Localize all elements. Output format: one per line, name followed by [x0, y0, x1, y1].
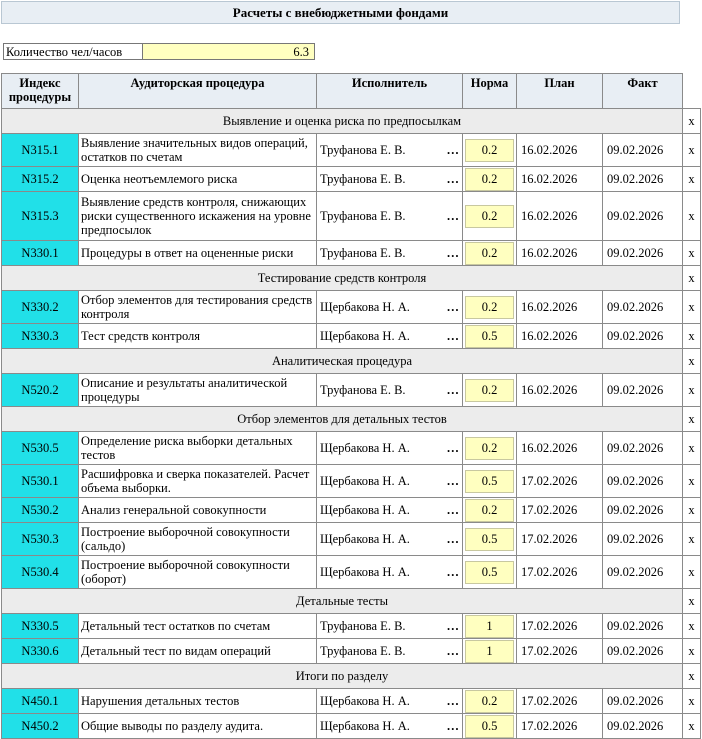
fact-date[interactable]: 09.02.2026 — [603, 192, 683, 241]
procedure-name: Тест средств контроля — [79, 324, 317, 349]
plan-date[interactable]: 16.02.2026 — [517, 291, 603, 324]
procedure-index-link[interactable]: N530.3 — [2, 523, 79, 556]
ellipsis-icon[interactable]: … — [446, 328, 459, 343]
ellipsis-icon[interactable]: … — [446, 382, 459, 397]
procedure-index-link[interactable]: N530.1 — [2, 465, 79, 498]
executor-name: Труфанова Е. В. — [320, 618, 406, 633]
executor-name: Труфанова Е. В. — [320, 142, 406, 157]
section-delete-button[interactable]: x — [683, 664, 701, 689]
row-delete-button[interactable]: x — [683, 291, 701, 324]
procedure-index-link[interactable]: N315.2 — [2, 167, 79, 192]
executor-name: Труфанова Е. В. — [320, 382, 406, 397]
ellipsis-icon[interactable]: … — [446, 718, 459, 733]
norm-cell — [463, 614, 517, 639]
norm-input[interactable]: 0.5 — [465, 528, 514, 551]
executor-cell — [317, 374, 463, 407]
ellipsis-icon[interactable]: … — [446, 142, 459, 157]
fact-date[interactable]: 09.02.2026 — [603, 614, 683, 639]
executor-cell — [317, 167, 463, 192]
plan-date[interactable]: 17.02.2026 — [517, 523, 603, 556]
norm-input[interactable]: 0.5 — [465, 325, 514, 348]
norm-input[interactable]: 0.2 — [465, 379, 514, 402]
procedure-index-link[interactable]: N315.3 — [2, 192, 79, 241]
procedure-index-link[interactable]: N330.3 — [2, 324, 79, 349]
table-row — [2, 639, 701, 664]
ellipsis-icon[interactable]: … — [446, 245, 459, 260]
procedure-name: Расшифровка и сверка показателей. Расчет объема выборки. — [79, 465, 317, 498]
norm-cell — [463, 523, 517, 556]
plan-date[interactable]: 16.02.2026 — [517, 324, 603, 349]
executor-cell — [317, 134, 463, 167]
header-norm: Норма — [463, 74, 517, 109]
procedure-name: Анализ генеральной совокупности — [79, 498, 317, 523]
norm-input[interactable]: 0.2 — [465, 205, 514, 228]
norm-input[interactable]: 0.2 — [465, 690, 514, 713]
procedure-index-link[interactable]: N330.2 — [2, 291, 79, 324]
table-row — [2, 714, 701, 739]
procedure-name: Выявление значительных видов операций, остатков по счетам — [79, 134, 317, 167]
norm-input[interactable]: 0.2 — [465, 437, 514, 460]
executor-cell — [317, 614, 463, 639]
executor-cell — [317, 192, 463, 241]
norm-cell — [463, 714, 517, 739]
procedure-index-link[interactable]: N520.2 — [2, 374, 79, 407]
ellipsis-icon[interactable]: … — [446, 440, 459, 455]
ellipsis-icon[interactable]: … — [446, 299, 459, 314]
fact-date[interactable]: 09.02.2026 — [603, 432, 683, 465]
plan-date[interactable]: 16.02.2026 — [517, 241, 603, 266]
row-delete-button[interactable]: x — [683, 374, 701, 407]
plan-date[interactable]: 16.02.2026 — [517, 167, 603, 192]
procedure-name: Детальный тест остатков по счетам — [79, 614, 317, 639]
procedure-name: Процедуры в ответ на оцененные риски — [79, 241, 317, 266]
executor-cell — [317, 498, 463, 523]
plan-date[interactable]: 17.02.2026 — [517, 556, 603, 589]
ellipsis-icon[interactable]: … — [446, 693, 459, 708]
row-delete-button[interactable]: x — [683, 523, 701, 556]
executor-cell — [317, 523, 463, 556]
executor-cell — [317, 432, 463, 465]
table-row — [2, 134, 701, 167]
fact-date[interactable]: 09.02.2026 — [603, 523, 683, 556]
norm-input[interactable]: 1 — [465, 615, 514, 638]
header-blank — [683, 74, 701, 109]
procedure-name: Нарушения детальных тестов — [79, 689, 317, 714]
row-delete-button[interactable]: x — [683, 689, 701, 714]
row-delete-button[interactable]: x — [683, 714, 701, 739]
section-row — [2, 109, 701, 134]
header-fact: Факт — [603, 74, 683, 109]
norm-input[interactable]: 0.2 — [465, 296, 514, 319]
procedure-name: Детальный тест по видам операций — [79, 639, 317, 664]
row-delete-button[interactable]: x — [683, 614, 701, 639]
row-delete-button[interactable]: x — [683, 324, 701, 349]
procedure-index-link[interactable]: N530.2 — [2, 498, 79, 523]
plan-date[interactable]: 17.02.2026 — [517, 614, 603, 639]
procedure-name: Построение выборочной совокупности (сальдо) — [79, 523, 317, 556]
hours-label: Количество чел/часов — [3, 43, 143, 60]
fact-date[interactable]: 09.02.2026 — [603, 556, 683, 589]
norm-input[interactable]: 0.2 — [465, 242, 514, 265]
executor-name: Труфанова Е. В. — [320, 643, 406, 658]
executor-name: Щербакова Н. А. — [320, 693, 410, 708]
norm-cell — [463, 374, 517, 407]
section-row — [2, 664, 701, 689]
fact-date[interactable]: 09.02.2026 — [603, 714, 683, 739]
norm-cell — [463, 689, 517, 714]
procedure-name: Оценка неотъемлемого риска — [79, 167, 317, 192]
norm-cell — [463, 324, 517, 349]
plan-date[interactable]: 17.02.2026 — [517, 639, 603, 664]
procedure-index-link[interactable]: N450.2 — [2, 714, 79, 739]
procedure-name: Отбор элементов для тестирования средств контроля — [79, 291, 317, 324]
section-title: Выявление и оценка риска по предпосылкам — [2, 109, 683, 134]
norm-input[interactable]: 0.2 — [465, 139, 514, 162]
norm-cell — [463, 167, 517, 192]
executor-name: Щербакова Н. А. — [320, 718, 410, 733]
row-delete-button[interactable]: x — [683, 167, 701, 192]
norm-cell — [463, 498, 517, 523]
section-delete-button[interactable]: x — [683, 407, 701, 432]
header-executor: Исполнитель — [317, 74, 463, 109]
section-row — [2, 407, 701, 432]
procedure-index-link[interactable]: N530.4 — [2, 556, 79, 589]
section-delete-button[interactable]: x — [683, 266, 701, 291]
executor-cell — [317, 689, 463, 714]
table-row — [2, 192, 701, 241]
ellipsis-icon[interactable]: … — [446, 208, 459, 223]
executor-name: Труфанова Е. В. — [320, 208, 406, 223]
executor-name: Труфанова Е. В. — [320, 245, 406, 260]
header-plan: План — [517, 74, 603, 109]
norm-input[interactable]: 0.5 — [465, 470, 514, 493]
row-delete-button[interactable]: x — [683, 192, 701, 241]
ellipsis-icon[interactable]: … — [446, 618, 459, 633]
executor-cell — [317, 714, 463, 739]
norm-cell — [463, 639, 517, 664]
norm-cell — [463, 556, 517, 589]
norm-input[interactable]: 0.5 — [465, 715, 514, 738]
row-delete-button[interactable]: x — [683, 465, 701, 498]
executor-cell — [317, 556, 463, 589]
section-title: Тестирование средств контроля — [2, 266, 683, 291]
plan-date[interactable]: 17.02.2026 — [517, 714, 603, 739]
fact-date[interactable]: 09.02.2026 — [603, 134, 683, 167]
row-delete-button[interactable]: x — [683, 498, 701, 523]
table-row — [2, 374, 701, 407]
norm-input[interactable]: 1 — [465, 640, 514, 663]
norm-cell — [463, 465, 517, 498]
table-row — [2, 291, 701, 324]
executor-name: Щербакова Н. А. — [320, 299, 410, 314]
executor-name: Труфанова Е. В. — [320, 171, 406, 186]
table-row — [2, 498, 701, 523]
ellipsis-icon[interactable]: … — [446, 473, 459, 488]
section-title: Детальные тесты — [2, 589, 683, 614]
executor-name: Щербакова Н. А. — [320, 473, 410, 488]
section-row — [2, 589, 701, 614]
section-row — [2, 266, 701, 291]
table-row — [2, 465, 701, 498]
table-row — [2, 614, 701, 639]
plan-date[interactable]: 17.02.2026 — [517, 498, 603, 523]
fact-date[interactable]: 09.02.2026 — [603, 689, 683, 714]
executor-cell — [317, 291, 463, 324]
row-delete-button[interactable]: x — [683, 556, 701, 589]
hours-value-field[interactable]: 6.3 — [143, 43, 315, 60]
header-index: Индекс процедуры — [2, 74, 79, 109]
executor-name: Щербакова Н. А. — [320, 531, 410, 546]
procedure-name: Общие выводы по разделу аудита. — [79, 714, 317, 739]
table-header — [2, 74, 701, 109]
norm-input[interactable]: 0.2 — [465, 168, 514, 191]
table-row — [2, 167, 701, 192]
table-row — [2, 241, 701, 266]
procedure-index-link[interactable]: N330.1 — [2, 241, 79, 266]
executor-name: Щербакова Н. А. — [320, 440, 410, 455]
plan-date[interactable]: 17.02.2026 — [517, 689, 603, 714]
plan-date[interactable]: 16.02.2026 — [517, 192, 603, 241]
executor-cell — [317, 324, 463, 349]
fact-date[interactable]: 09.02.2026 — [603, 167, 683, 192]
fact-date[interactable]: 09.02.2026 — [603, 465, 683, 498]
norm-input[interactable]: 0.2 — [465, 499, 514, 522]
header-procedure: Аудиторская процедура — [79, 74, 317, 109]
section-title: Итоги по разделу — [2, 664, 683, 689]
norm-cell — [463, 291, 517, 324]
row-delete-button[interactable]: x — [683, 241, 701, 266]
section-row — [2, 349, 701, 374]
section-title: Аналитическая процедура — [2, 349, 683, 374]
procedure-name: Выявление средств контроля, снижающих риски существенного искажения на уровне предпосылок — [79, 192, 317, 241]
executor-name: Щербакова Н. А. — [320, 502, 410, 517]
executor-name: Щербакова Н. А. — [320, 328, 410, 343]
plan-date[interactable]: 16.02.2026 — [517, 134, 603, 167]
ellipsis-icon[interactable]: … — [446, 171, 459, 186]
fact-date[interactable]: 09.02.2026 — [603, 241, 683, 266]
procedure-name: Определение риска выборки детальных тестов — [79, 432, 317, 465]
ellipsis-icon[interactable]: … — [446, 502, 459, 517]
plan-date[interactable]: 17.02.2026 — [517, 465, 603, 498]
norm-cell — [463, 192, 517, 241]
procedure-index-link[interactable]: N450.1 — [2, 689, 79, 714]
norm-cell — [463, 134, 517, 167]
fact-date[interactable]: 09.02.2026 — [603, 639, 683, 664]
fact-date[interactable]: 09.02.2026 — [603, 374, 683, 407]
row-delete-button[interactable]: x — [683, 639, 701, 664]
section-delete-button[interactable]: x — [683, 109, 701, 134]
section-delete-button[interactable]: x — [683, 349, 701, 374]
row-delete-button[interactable]: x — [683, 432, 701, 465]
procedure-index-link[interactable]: N530.5 — [2, 432, 79, 465]
table-row — [2, 556, 701, 589]
procedure-index-link[interactable]: N315.1 — [2, 134, 79, 167]
ellipsis-icon[interactable]: … — [446, 564, 459, 579]
norm-cell — [463, 432, 517, 465]
ellipsis-icon[interactable]: … — [446, 531, 459, 546]
procedure-name: Построение выборочной совокупности (оборот) — [79, 556, 317, 589]
table-row — [2, 523, 701, 556]
table-row — [2, 689, 701, 714]
page-title: Расчеты с внебюджетными фондами — [1, 1, 680, 24]
ellipsis-icon[interactable]: … — [446, 643, 459, 658]
executor-cell — [317, 465, 463, 498]
fact-date[interactable]: 09.02.2026 — [603, 291, 683, 324]
procedures-table — [1, 73, 701, 739]
fact-date[interactable]: 09.02.2026 — [603, 498, 683, 523]
table-row — [2, 432, 701, 465]
norm-input[interactable]: 0.5 — [465, 561, 514, 584]
procedure-index-link[interactable]: N330.5 — [2, 614, 79, 639]
executor-cell — [317, 241, 463, 266]
executor-name: Щербакова Н. А. — [320, 564, 410, 579]
procedure-index-link[interactable]: N330.6 — [2, 639, 79, 664]
executor-cell — [317, 639, 463, 664]
plan-date[interactable]: 16.02.2026 — [517, 432, 603, 465]
norm-cell — [463, 241, 517, 266]
fact-date[interactable]: 09.02.2026 — [603, 324, 683, 349]
plan-date[interactable]: 16.02.2026 — [517, 374, 603, 407]
table-row — [2, 324, 701, 349]
section-delete-button[interactable]: x — [683, 589, 701, 614]
section-title: Отбор элементов для детальных тестов — [2, 407, 683, 432]
row-delete-button[interactable]: x — [683, 134, 701, 167]
procedure-name: Описание и результаты аналитической процедуры — [79, 374, 317, 407]
